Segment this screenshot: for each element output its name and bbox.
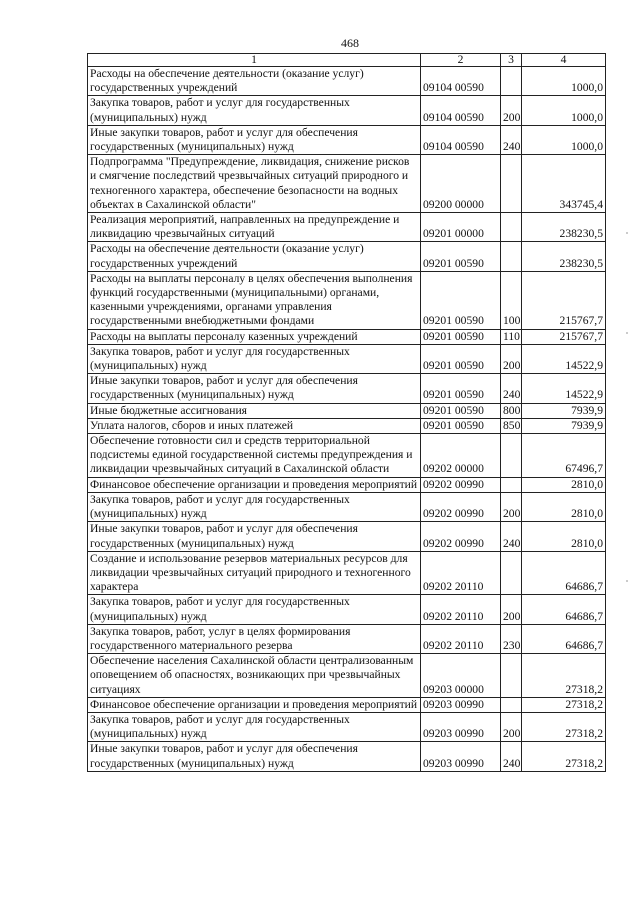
scan-speck bbox=[626, 580, 628, 582]
row-sum-cell: 14522,9 bbox=[522, 344, 606, 373]
row-type-cell bbox=[501, 697, 522, 712]
row-sum-cell: 7939,9 bbox=[522, 403, 606, 418]
row-type-cell: 850 bbox=[501, 418, 522, 433]
row-name-cell: Иные бюджетные ассигнования bbox=[88, 403, 421, 418]
row-name-cell: Обеспечение готовности сил и средств территориальной подсистемы единой государственной системы предупреждения и ликвидации чрезвычайных ситуаций в Сахалинской области bbox=[88, 434, 421, 478]
table-row bbox=[88, 271, 606, 329]
table-row bbox=[88, 96, 606, 125]
row-name-cell: Расходы на выплаты персоналу казенных учреждений bbox=[88, 329, 421, 344]
row-sum-cell: 27318,2 bbox=[522, 742, 606, 771]
row-type-cell: 800 bbox=[501, 403, 522, 418]
row-name-cell: Реализация мероприятий, направленных на предупреждение и ликвидацию чрезвычайных ситуаций bbox=[88, 213, 421, 242]
row-sum-cell: 1000,0 bbox=[522, 96, 606, 125]
row-name-cell: Финансовое обеспечение организации и проведения мероприятий bbox=[88, 697, 421, 712]
header-col-2: 2 bbox=[421, 54, 501, 67]
row-type-cell: 240 bbox=[501, 125, 522, 154]
row-sum-cell: 215767,7 bbox=[522, 271, 606, 329]
header-col-3: 3 bbox=[501, 54, 522, 67]
table-row bbox=[88, 492, 606, 521]
row-sum-cell: 238230,5 bbox=[522, 213, 606, 242]
row-code-cell: 09203 00990 bbox=[421, 697, 501, 712]
row-code-cell: 09202 00990 bbox=[421, 477, 501, 492]
table-row bbox=[88, 434, 606, 478]
row-name-cell: Иные закупки товаров, работ и услуг для обеспечения государственных (муниципальных) нужд bbox=[88, 742, 421, 771]
row-name-cell: Иные закупки товаров, работ и услуг для обеспечения государственных (муниципальных) нужд bbox=[88, 374, 421, 403]
table-row bbox=[88, 344, 606, 373]
table-row bbox=[88, 624, 606, 653]
row-code-cell: 09201 00590 bbox=[421, 403, 501, 418]
row-sum-cell: 2810,0 bbox=[522, 492, 606, 521]
row-type-cell: 240 bbox=[501, 374, 522, 403]
row-code-cell: 09201 00590 bbox=[421, 344, 501, 373]
row-sum-cell: 14522,9 bbox=[522, 374, 606, 403]
row-sum-cell: 238230,5 bbox=[522, 242, 606, 271]
row-name-cell: Закупка товаров, работ и услуг для государственных (муниципальных) нужд bbox=[88, 595, 421, 624]
table-row bbox=[88, 697, 606, 712]
row-sum-cell: 64686,7 bbox=[522, 551, 606, 595]
row-sum-cell: 27318,2 bbox=[522, 712, 606, 741]
row-sum-cell: 215767,7 bbox=[522, 329, 606, 344]
row-code-cell: 09203 00000 bbox=[421, 654, 501, 698]
row-name-cell: Закупка товаров, работ и услуг для государственных (муниципальных) нужд bbox=[88, 96, 421, 125]
row-type-cell: 240 bbox=[501, 522, 522, 551]
row-name-cell: Иные закупки товаров, работ и услуг для обеспечения государственных (муниципальных) нужд bbox=[88, 522, 421, 551]
table-row bbox=[88, 522, 606, 551]
header-col-4: 4 bbox=[522, 54, 606, 67]
table-row bbox=[88, 242, 606, 271]
row-code-cell: 09202 20110 bbox=[421, 624, 501, 653]
table-row bbox=[88, 125, 606, 154]
row-type-cell bbox=[501, 67, 522, 96]
table-header-row bbox=[88, 54, 606, 67]
row-sum-cell: 67496,7 bbox=[522, 434, 606, 478]
header-col-1: 1 bbox=[88, 54, 421, 67]
row-type-cell: 110 bbox=[501, 329, 522, 344]
budget-table bbox=[87, 53, 606, 772]
row-code-cell: 09200 00000 bbox=[421, 155, 501, 213]
row-name-cell: Закупка товаров, работ и услуг для государственных (муниципальных) нужд bbox=[88, 492, 421, 521]
table-row bbox=[88, 712, 606, 741]
table-row bbox=[88, 213, 606, 242]
table-row bbox=[88, 403, 606, 418]
row-type-cell bbox=[501, 551, 522, 595]
row-code-cell: 09202 00990 bbox=[421, 492, 501, 521]
row-code-cell: 09201 00590 bbox=[421, 418, 501, 433]
row-type-cell bbox=[501, 213, 522, 242]
row-sum-cell: 343745,4 bbox=[522, 155, 606, 213]
row-code-cell: 09202 00990 bbox=[421, 522, 501, 551]
row-code-cell: 09203 00990 bbox=[421, 742, 501, 771]
row-type-cell: 200 bbox=[501, 344, 522, 373]
row-sum-cell: 27318,2 bbox=[522, 697, 606, 712]
row-code-cell: 09104 00590 bbox=[421, 67, 501, 96]
row-code-cell: 09201 00000 bbox=[421, 213, 501, 242]
row-type-cell: 230 bbox=[501, 624, 522, 653]
row-name-cell: Подпрограмма "Предупреждение, ликвидация, снижение рисков и смягчение последствий чрезвычайных ситуаций природного и техногенного характера, обеспечение безопасности на водных объектах в Сахалинской области" bbox=[88, 155, 421, 213]
row-sum-cell: 64686,7 bbox=[522, 595, 606, 624]
page-number: 468 bbox=[341, 36, 359, 50]
table-row bbox=[88, 329, 606, 344]
table-row bbox=[88, 654, 606, 698]
row-type-cell: 100 bbox=[501, 271, 522, 329]
row-type-cell bbox=[501, 477, 522, 492]
row-name-cell: Обеспечение населения Сахалинской области централизованным оповещением об опасностях, возникающих при чрезвычайных ситуациях bbox=[88, 654, 421, 698]
row-name-cell: Расходы на обеспечение деятельности (оказание услуг) государственных учреждений bbox=[88, 242, 421, 271]
row-code-cell: 09202 20110 bbox=[421, 551, 501, 595]
row-sum-cell: 7939,9 bbox=[522, 418, 606, 433]
table-row bbox=[88, 67, 606, 96]
row-sum-cell: 64686,7 bbox=[522, 624, 606, 653]
table-row bbox=[88, 418, 606, 433]
table-row bbox=[88, 551, 606, 595]
row-name-cell: Расходы на обеспечение деятельности (оказание услуг) государственных учреждений bbox=[88, 67, 421, 96]
row-type-cell: 240 bbox=[501, 742, 522, 771]
row-name-cell: Расходы на выплаты персоналу в целях обеспечения выполнения функций государственными (муниципальными) органами, казенными учреждениями, органами управления государственными внебюджетными фондами bbox=[88, 271, 421, 329]
row-code-cell: 09104 00590 bbox=[421, 125, 501, 154]
row-name-cell: Финансовое обеспечение организации и проведения мероприятий bbox=[88, 477, 421, 492]
row-sum-cell: 1000,0 bbox=[522, 125, 606, 154]
row-sum-cell: 27318,2 bbox=[522, 654, 606, 698]
row-code-cell: 09201 00590 bbox=[421, 271, 501, 329]
row-name-cell: Создание и использование резервов материальных ресурсов для ликвидации чрезвычайных ситуаций природного и техногенного характера bbox=[88, 551, 421, 595]
table-row bbox=[88, 155, 606, 213]
row-type-cell bbox=[501, 434, 522, 478]
table-row bbox=[88, 595, 606, 624]
row-code-cell: 09203 00990 bbox=[421, 712, 501, 741]
table-row bbox=[88, 374, 606, 403]
row-code-cell: 09201 00590 bbox=[421, 242, 501, 271]
row-sum-cell: 2810,0 bbox=[522, 477, 606, 492]
row-name-cell: Закупка товаров, работ и услуг для государственных (муниципальных) нужд bbox=[88, 712, 421, 741]
row-type-cell: 200 bbox=[501, 492, 522, 521]
row-type-cell: 200 bbox=[501, 712, 522, 741]
row-type-cell: 200 bbox=[501, 595, 522, 624]
row-type-cell: 200 bbox=[501, 96, 522, 125]
row-code-cell: 09201 00590 bbox=[421, 374, 501, 403]
row-name-cell: Иные закупки товаров, работ и услуг для обеспечения государственных (муниципальных) нужд bbox=[88, 125, 421, 154]
table-row bbox=[88, 742, 606, 771]
scan-speck bbox=[626, 232, 628, 234]
row-name-cell: Уплата налогов, сборов и иных платежей bbox=[88, 418, 421, 433]
row-type-cell bbox=[501, 654, 522, 698]
row-code-cell: 09202 00000 bbox=[421, 434, 501, 478]
row-sum-cell: 2810,0 bbox=[522, 522, 606, 551]
row-type-cell bbox=[501, 242, 522, 271]
row-code-cell: 09201 00590 bbox=[421, 329, 501, 344]
row-code-cell: 09104 00590 bbox=[421, 96, 501, 125]
table-row bbox=[88, 477, 606, 492]
row-name-cell: Закупка товаров, работ и услуг для государственных (муниципальных) нужд bbox=[88, 344, 421, 373]
row-sum-cell: 1000,0 bbox=[522, 67, 606, 96]
row-name-cell: Закупка товаров, работ, услуг в целях формирования государственного материального резерва bbox=[88, 624, 421, 653]
scan-speck bbox=[626, 332, 628, 334]
row-type-cell bbox=[501, 155, 522, 213]
row-code-cell: 09202 20110 bbox=[421, 595, 501, 624]
